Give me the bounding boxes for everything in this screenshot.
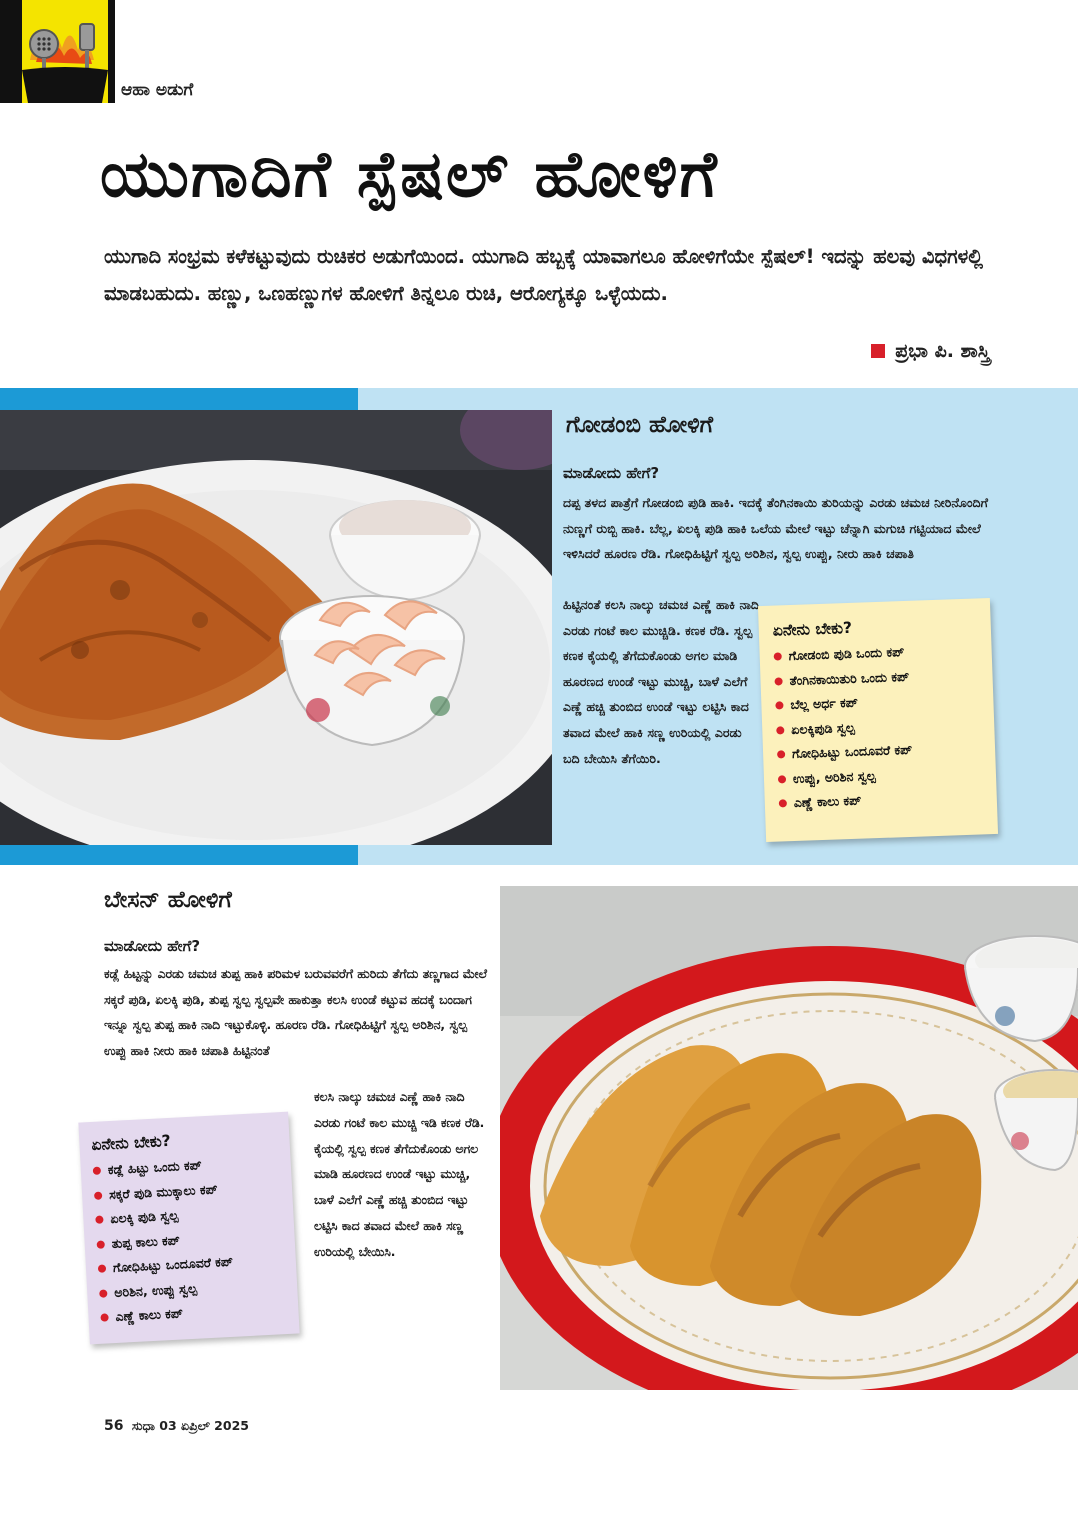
recipe1-ingredients-note [758, 598, 998, 842]
bullet-icon [97, 1240, 105, 1248]
ingredient-item: ಗೋಡಂಬಿ ಪುಡಿ ಒಂದು ಕಪ್ [773, 637, 978, 669]
ingredient-item: ಎಣ್ಣೆ ಕಾಲು ಕಪ್ [100, 1296, 287, 1330]
bullet-icon [98, 1265, 106, 1273]
recipe2-method-text-continued: ಕಲಸಿ ನಾಲ್ಕು ಚಮಚ ಎಣ್ಣೆ ಹಾಕಿ ನಾದಿ ಎರಡು ಗಂಟೆ ಕಾಲ ಮುಚ್ಚಿ ಇಡಿ ಕಣಕ ರೆಡಿ. ಕೈಯಲ್ಲಿ ಸ್ವಲ್ಪ ಕಣಕ ತೆಗೆದುಕೊಂಡು ಅಗಲ ಮಾಡಿ ಹೂರಣದ ಉಂಡೆ ಇಟ್ಟು ಮುಚ್ಚಿ, ಬಾಳೆ ಎಲೆಗೆ ಎಣ್ಣೆ ಹಚ್ಚಿ ತುಂಬಿದ ಇಟ್ಟು ಲಟ್ಟಿಸಿ ಕಾದ ತವಾದ ಮೇಲೆ ಹಾಕಿ ಸಣ್ಣ ಉರಿಯಲ್ಲಿ ಬೇಯಿಸಿ. [314, 1090, 485, 1259]
author-name: ಪ್ರಭಾ ಪಿ. ಶಾಸ್ತ್ರಿ [895, 340, 990, 362]
author-byline [871, 340, 990, 362]
ingredient-item: ತೆಂಗಿನಕಾಯಿತುರಿ ಒಂದು ಕಪ್ [774, 662, 979, 694]
cooking-utensils-icon [22, 0, 108, 103]
ingredients-list [773, 637, 983, 816]
ingredient-item: ಬೆಲ್ಲ ಅರ್ಧ ಕಪ್ [775, 686, 980, 718]
ingredient-item: ಗೋಧಿಹಿಟ್ಟು ಒಂದೂವರೆ ಕಪ್ [97, 1247, 284, 1281]
ingredient-item: ಅರಿಶಿನ, ಉಪ್ಪು ಸ್ವಲ್ಪ [99, 1272, 286, 1306]
section-label: ಆಹಾ ಅಡುಗೆ [121, 80, 194, 100]
besan-holige-photo [500, 886, 1078, 1390]
ingredients-heading: ಏನೇನು ಬೇಕು? [772, 618, 853, 640]
recipe2-ingredients-note [78, 1112, 299, 1345]
section-logo [0, 0, 115, 103]
recipe1-method-heading: ಮಾಡೋದು ಹೇಗೆ? [563, 464, 660, 482]
recipe2-method-text: ಕಡ್ಲೆ ಹಿಟ್ಟನ್ನು ಎರಡು ಚಮಚ ತುಪ್ಪ ಹಾಕಿ ಪರಿಮಳ ಬರುವವರೆಗೆ ಹುರಿದು ತೆಗೆದು ತಣ್ಣಗಾದ ಮೇಲೆ ಸಕ್ಕರೆ ಪುಡಿ, ಏಲಕ್ಕಿ ಪುಡಿ, ತುಪ್ಪ ಸ್ವಲ್ಪ ಸ್ವಲ್ಪವೇ ಹಾಕುತ್ತಾ ಕಲಸಿ ಉಂಡೆ ಕಟ್ಟುವ ಹದಕ್ಕೆ ಬಂದಾಗ ಇನ್ನೂ ಸ್ವಲ್ಪ ತುಪ್ಪ ಹಾಕಿ ನಾದಿ ಇಟ್ಟುಕೊಳ್ಳಿ. ಹೂರಣ ರೆಡಿ. ಗೋಧಿಹಿಟ್ಟಿಗೆ ಸ್ವಲ್ಪ ಅರಿಶಿನ, ಸ್ವಲ್ಪ ಉಪ್ಪು ಹಾಕಿ ನೀರು ಹಾಕಿ ಚಪಾತಿ ಹಿಟ್ಟಿನಂತೆ [104, 967, 487, 1058]
red-square-icon [871, 344, 885, 358]
page-number: 56 [104, 1418, 124, 1434]
intro-paragraph: ಯುಗಾದಿ ಸಂಭ್ರಮ ಕಳೆಕಟ್ಟುವುದು ರುಚಿಕರ ಅಡುಗೆಯಿಂದ. ಯುಗಾದಿ ಹಬ್ಬಕ್ಕೆ ಯಾವಾಗಲೂ ಹೋಳಿಗೆಯೇ ಸ್ಪೆಷಲ್! ಇದನ್ನು ಹಲವು ವಿಧಗಳಲ್ಲಿ ಮಾಡಬಹುದು. ಹಣ್ಣು, ಒಣಹಣ್ಣುಗಳ ಹೋಳಿಗೆ ತಿನ್ನಲೂ ರುಚಿ, ಆರೋಗ್ಯಕ್ಕೂ ಒಳ್ಳೆಯದು. [104, 245, 983, 305]
page-title: ಯುಗಾದಿಗೆ ಸ್ಪೆಷಲ್ ಹೋಳಿಗೆ [100, 138, 719, 212]
bullet-icon [774, 653, 782, 661]
bullet-icon [776, 726, 784, 734]
ingredient-item: ಎಣ್ಣೆ ಕಾಲು ಕಪ್ [778, 784, 983, 816]
bullet-icon [100, 1314, 108, 1322]
page-footer [104, 1418, 249, 1434]
ingredient-item: ಕಡ್ಲೆ ಹಿಟ್ಟು ಒಂದು ಕಪ್ [92, 1149, 279, 1183]
bullet-icon [93, 1167, 101, 1175]
ingredients-heading: ಏನೇನು ಬೇಕು? [91, 1131, 172, 1154]
accent-bar [0, 845, 358, 865]
cashew-holige-photo [0, 410, 552, 845]
ingredient-item: ಸಕ್ಕರೆ ಪುಡಿ ಮುಕ್ಕಾಲು ಕಪ್ [94, 1174, 281, 1208]
ingredients-list [92, 1149, 287, 1330]
recipe2-method-heading: ಮಾಡೋದು ಹೇಗೆ? [104, 937, 201, 955]
ingredient-item: ಉಪ್ಪು, ಅರಿಶಿನ ಸ್ವಲ್ಪ [778, 760, 983, 792]
bullet-icon [777, 751, 785, 759]
bullet-icon [775, 702, 783, 710]
recipe2-title: ಬೇಸನ್ ಹೋಳಿಗೆ [104, 887, 232, 913]
accent-bar [0, 388, 358, 410]
bullet-icon [774, 677, 782, 685]
bullet-icon [779, 799, 787, 807]
recipe1-method-text-continued: ಹಿಟ್ಟಿನಂತೆ ಕಲಸಿ ನಾಲ್ಕು ಚಮಚ ಎಣ್ಣೆ ಹಾಕಿ ನಾದಿ ಎರಡು ಗಂಟೆ ಕಾಲ ಮುಚ್ಚಿಡಿ. ಕಣಕ ರೆಡಿ. ಸ್ವಲ್ಪ ಕಣಕ ಕೈಯಲ್ಲಿ ತೆಗೆದುಕೊಂಡು ಅಗಲ ಮಾಡಿ ಹೂರಣದ ಉಂಡೆ ಇಟ್ಟು ಮುಚ್ಚಿ, ಬಾಳೆ ಎಲೆಗೆ ಎಣ್ಣೆ ಹಚ್ಚಿ ತುಂಬಿದ ಉಂಡೆ ಇಟ್ಟು ಲಟ್ಟಿಸಿ ಕಾದ ತವಾದ ಮೇಲೆ ಹಾಕಿ ಸಣ್ಣ ಉರಿಯಲ್ಲಿ ಎರಡು ಬದಿ ಬೇಯಿಸಿ ತೆಗೆಯಿರಿ. [563, 597, 760, 766]
bullet-icon [778, 775, 786, 783]
ingredient-item: ಗೋಧಿಹಿಟ್ಟು ಒಂದೂವರೆ ಕಪ್ [777, 735, 982, 767]
ingredient-item: ತುಪ್ಪ ಕಾಲು ಕಪ್ [96, 1223, 283, 1257]
bullet-icon [94, 1191, 102, 1199]
issue-info: ಸುಧಾ 03 ಏಪ್ರಿಲ್ 2025 [131, 1418, 249, 1433]
ingredient-item: ಏಲಕ್ಕಿ ಪುಡಿ ಸ್ವಲ್ಪ [95, 1198, 282, 1232]
bullet-icon [95, 1216, 103, 1224]
bullet-icon [99, 1289, 107, 1297]
recipe1-method-text: ದಪ್ಪ ತಳದ ಪಾತ್ರೆಗೆ ಗೋಡಂಬಿ ಪುಡಿ ಹಾಕಿ. ಇದಕ್ಕೆ ತೆಂಗಿನಕಾಯಿ ತುರಿಯನ್ನು ಎರಡು ಚಮಚ ನೀರಿನೊಂದಿಗೆ ನುಣ್ಣಗೆ ರುಬ್ಬಿ ಹಾಕಿ. ಬೆಲ್ಲ, ಏಲಕ್ಕಿ ಪುಡಿ ಹಾಕಿ ಒಲೆಯ ಮೇಲೆ ಇಟ್ಟು ಚೆನ್ನಾಗಿ ಮಗುಚಿ ಗಟ್ಟಿಯಾದ ಮೇಲೆ ಇಳಿಸಿದರೆ ಹೂರಣ ರೆಡಿ. ಗೋಧಿಹಿಟ್ಟಿಗೆ ಸ್ವಲ್ಪ ಅರಿಶಿನ, ಸ್ವಲ್ಪ ಉಪ್ಪು, ನೀರು ಹಾಕಿ ಚಪಾತಿ [563, 495, 988, 562]
ingredient-item: ಏಲಕ್ಕಿಪುಡಿ ಸ್ವಲ್ಪ [776, 711, 981, 743]
recipe1-title: ಗೋಡಂಬಿ ಹೋಳಿಗೆ [566, 412, 714, 438]
